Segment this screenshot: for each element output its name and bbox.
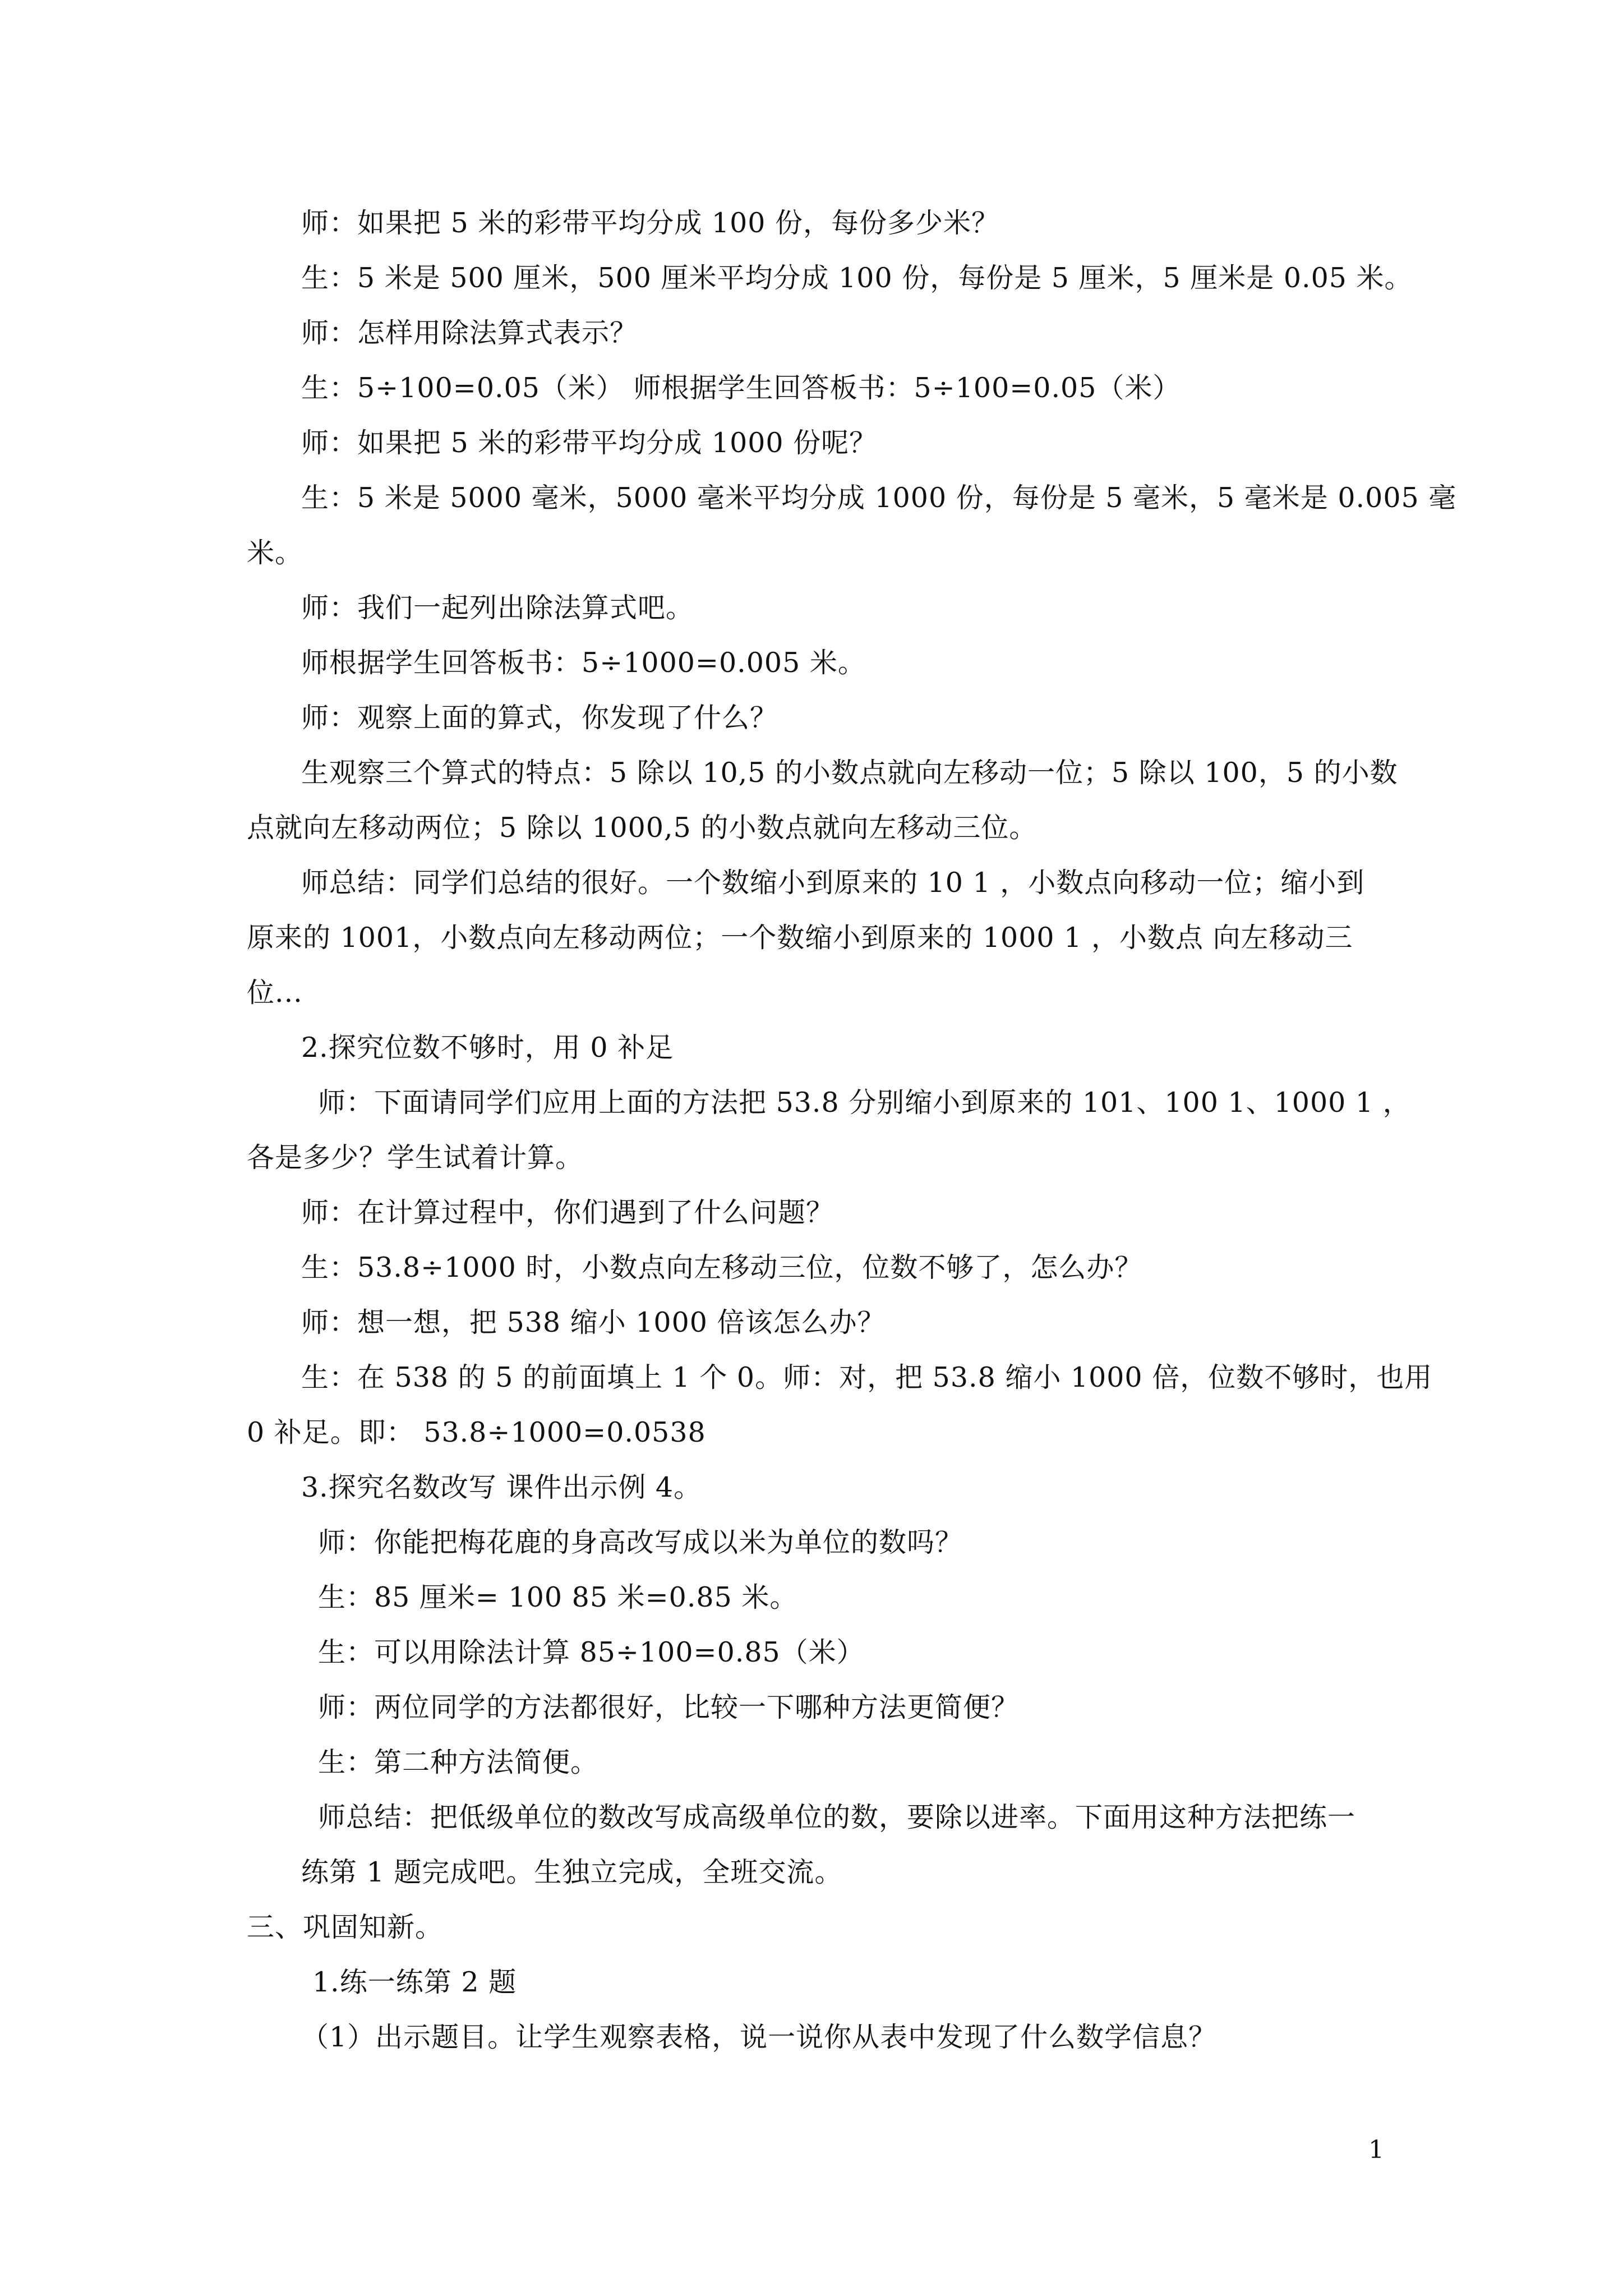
section-heading: 2.探究位数不够时，用 0 补足 [301,1032,674,1064]
text-line: 师根据学生回答板书：5÷1000=0.005 米。 [301,647,866,679]
section-heading: 3.探究名数改写 课件出示例 4。 [301,1471,702,1503]
text-line: （1）出示题目。让学生观察表格，说一说你从表中发现了什么数学信息？ [301,2021,1217,2053]
text-line: 位... [247,977,303,1009]
text-line: 师：我们一起列出除法算式吧。 [301,592,694,624]
text-line: 0 补足。即： 53.8÷1000=0.0538 [247,1416,706,1448]
text-line: 生：5 米是 5000 毫米，5000 毫米平均分成 1000 份，每份是 5 毫米，5 毫米是 0.005 毫 [301,482,1457,514]
section-heading: 三、巩固知新。 [247,1911,444,1943]
text-line: 生：在 538 的 5 的前面填上 1 个 0。师：对，把 53.8 缩小 1000 倍，位数不够时，也用 [301,1361,1433,1393]
text-line: 生：5 米是 500 厘米，500 厘米平均分成 100 份，每份是 5 厘米，5 厘米是 0.05 米。 [301,262,1413,294]
text-line: 米。 [247,537,303,569]
text-line: 师：怎样用除法算式表示？ [301,317,638,349]
text-line: 师：观察上面的算式，你发现了什么？ [301,702,778,734]
text-line: 师总结：同学们总结的很好。一个数缩小到原来的 10 1 ，小数点向移动一位；缩小到 [301,867,1365,899]
text-line: 师：如果把 5 米的彩带平均分成 1000 份呢？ [301,427,878,459]
text-line: 师：下面请同学们应用上面的方法把 53.8 分别缩小到原来的 101、100 1、1000 1 ， [318,1087,1411,1119]
text-line: 师：想一想，把 538 缩小 1000 倍该怎么办？ [301,1306,886,1338]
text-line: 生：53.8÷1000 时，小数点向左移动三位，位数不够了，怎么办？ [301,1251,1143,1283]
text-line: 原来的 1001，小数点向左移动两位；一个数缩小到原来的 1000 1 ，小数点 向左移动三 [247,922,1353,954]
text-line: 练第 1 题完成吧。生独立完成，全班交流。 [301,1856,843,1888]
text-line: 师：你能把梅花鹿的身高改写成以米为单位的数吗？ [318,1526,963,1558]
text-line: 各是多少？学生试着计算。 [247,1142,584,1174]
text-line: 点就向左移动两位；5 除以 1000,5 的小数点就向左移动三位。 [247,812,1038,844]
text-line: 师：在计算过程中，你们遇到了什么问题？ [301,1197,834,1228]
text-line: 生：5÷100=0.05（米） 师根据学生回答板书：5÷100=0.05（米） [301,372,1181,404]
text-line: 生：第二种方法简便。 [318,1746,599,1778]
text-line: 师总结：把低级单位的数改写成高级单位的数，要除以进率。下面用这种方法把练一 [318,1801,1356,1833]
text-line: 1.练一练第 2 题 [312,1966,517,1998]
text-line: 师：两位同学的方法都很好，比较一下哪种方法更简便？ [318,1691,1020,1723]
text-line: 生：85 厘米= 100 85 米=0.85 米。 [318,1581,798,1613]
text-line: 生观察三个算式的特点：5 除以 10,5 的小数点就向左移动一位；5 除以 100，5 的小数 [301,757,1398,789]
text-line: 生：可以用除法计算 85÷100=0.85（米） [318,1636,865,1668]
text-line: 师：如果把 5 米的彩带平均分成 100 份，每份多少米？ [301,207,1000,239]
page-number: 1 [1368,2136,1384,2164]
